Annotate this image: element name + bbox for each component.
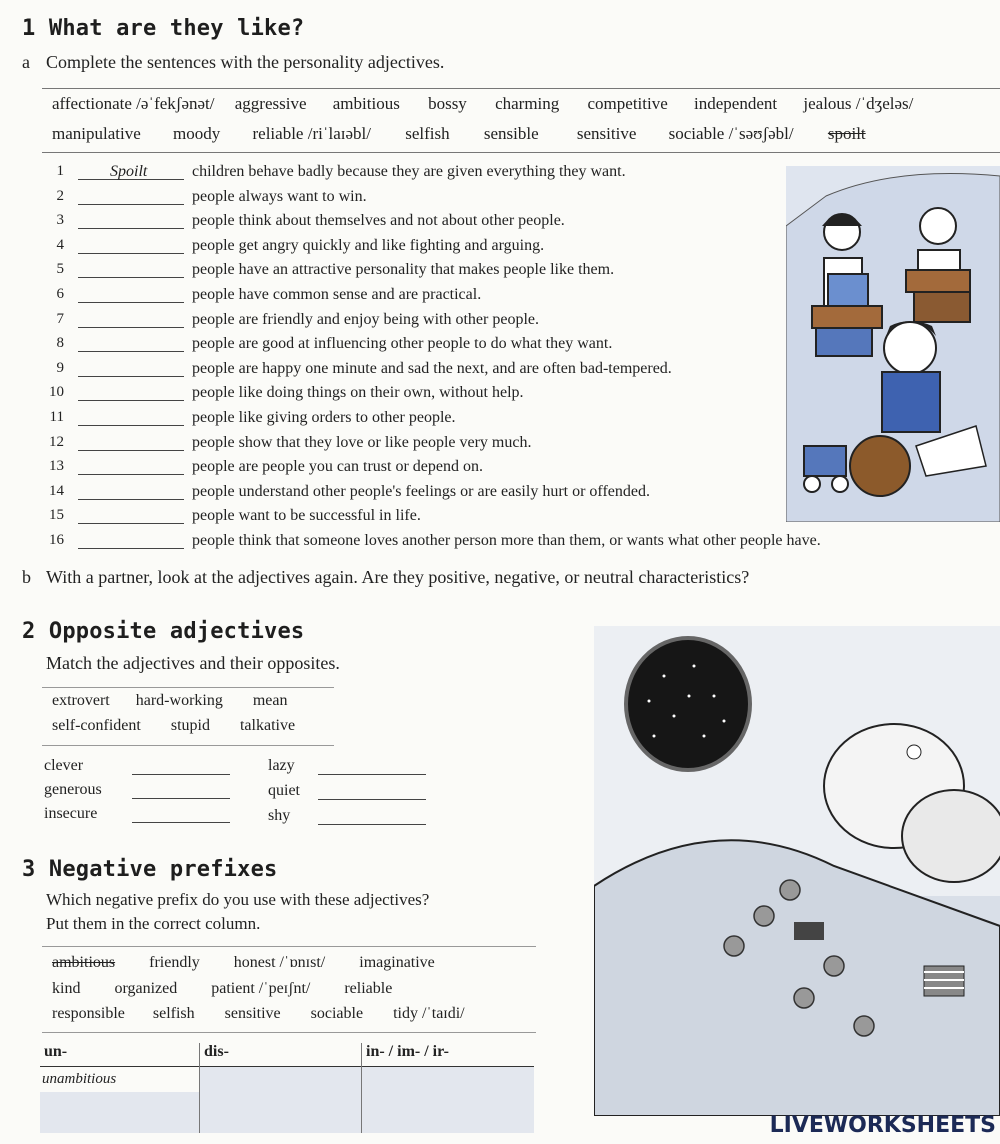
bank-word: selfish [152, 1005, 195, 1022]
answer-blank[interactable] [318, 799, 426, 800]
answer-blank[interactable] [78, 302, 184, 303]
example-answer: Spoilt [110, 163, 148, 180]
bank-word: reliable [344, 980, 393, 997]
sentence-number: 3 [56, 212, 64, 228]
sentence-number: 8 [56, 335, 64, 351]
bank-word: ambitious [332, 94, 400, 113]
bank-word: sociable /ˈsəʊʃəbl/ [668, 124, 794, 143]
word-bank-2-row-1 [52, 692, 288, 710]
answer-blank[interactable] [78, 351, 184, 352]
answer-blank[interactable] [78, 228, 184, 229]
bank1-bottom-rule [42, 152, 1000, 153]
bank-word: bossy [428, 94, 467, 113]
section3-instruction-line1: Which negative prefix do you use with these adjectives? [46, 890, 430, 909]
bank-word: imaginative [359, 954, 435, 971]
sentence-text: people are good at influencing other people to do what they want. [192, 335, 613, 352]
sentence-number: 14 [49, 483, 64, 499]
example-answer: unambitious [42, 1071, 117, 1087]
sentence-text: people like giving orders to other people. [192, 409, 456, 426]
column-header-un: un- [44, 1043, 68, 1060]
answer-blank[interactable] [78, 376, 184, 377]
opposite-word-left: clever [44, 757, 84, 774]
answer-blank[interactable] [78, 474, 184, 475]
opposite-word-right: quiet [268, 782, 300, 799]
answer-blank[interactable] [78, 425, 184, 426]
answer-cell-un[interactable] [40, 1092, 199, 1133]
sentence-number: 6 [56, 286, 64, 302]
sentence-text: people want to be successful in life. [192, 507, 421, 524]
bank-word: patient /ˈpeɪʃnt/ [211, 980, 311, 997]
sentence-text: people think that someone loves another person more than them, or wants what other people have. [192, 532, 821, 549]
bank2-bottom-rule [42, 745, 334, 746]
bank-word: organized [114, 980, 178, 997]
sentence-text: people have common sense and are practical. [192, 286, 482, 303]
word-bank-3-row-1 [52, 954, 435, 972]
answer-blank[interactable] [132, 822, 230, 823]
sentence-text: people have an attractive personality that makes people like them. [192, 261, 615, 278]
bank1-top-rule [42, 88, 1000, 89]
sentence-text: people show that they love or like people very much. [192, 434, 532, 451]
spoilt-children-illustration [786, 166, 1000, 522]
bank-word: jealous /ˈdʒeləs/ [803, 94, 914, 113]
answer-blank[interactable] [132, 774, 230, 775]
sentence-number: 10 [49, 384, 64, 400]
section1-b-instruction: With a partner, look at the adjectives again. Are they positive, negative, or neutral characteristics? [46, 567, 750, 587]
bank-word: charming [495, 94, 560, 113]
sentence-number: 7 [56, 311, 64, 327]
bank-word: stupid [170, 717, 210, 734]
sentence-number: 15 [49, 507, 64, 523]
section1-a-label: a [22, 52, 30, 72]
sentence-text: people think about themselves and not about other people. [192, 212, 565, 229]
bank-word: sensitive [224, 1005, 281, 1022]
answer-blank[interactable] [78, 253, 184, 254]
answer-blank[interactable] [318, 824, 426, 825]
sentence-text: people get angry quickly and like fighting and arguing. [192, 237, 545, 254]
word-bank-2-row-2 [52, 717, 295, 735]
bank-word: sociable [310, 1005, 364, 1022]
bank-word: honest /ˈɒnɪst/ [233, 954, 326, 971]
bank-word: tidy /ˈtaɪdi/ [393, 1005, 465, 1022]
answer-blank[interactable] [78, 523, 184, 524]
bank-word: mean [252, 692, 288, 709]
sentence-text: people are people you can trust or depend on. [192, 458, 484, 475]
bank-word-crossed: spoilt [827, 124, 866, 143]
prefix-table [40, 1043, 534, 1133]
opposite-word-left: insecure [44, 805, 98, 822]
bank-word: manipulative [52, 124, 141, 143]
section2-title: 2 Opposite adjectives [22, 619, 305, 644]
bank-word: independent [694, 94, 778, 113]
bank-word: self-confident [52, 717, 141, 734]
sentence-number: 4 [56, 237, 64, 253]
astronaut-illustration [594, 626, 1000, 1116]
sentence-number: 16 [49, 532, 64, 548]
answer-blank[interactable] [78, 277, 184, 278]
opposite-word-right: lazy [268, 757, 295, 774]
bank-word: talkative [239, 717, 296, 734]
section1-a-instruction: Complete the sentences with the personality adjectives. [46, 52, 445, 72]
sentence-text: people always want to win. [192, 188, 367, 205]
bank3-bottom-rule [42, 1032, 536, 1033]
sentence-number: 5 [56, 261, 64, 277]
sentence-number: 11 [49, 409, 64, 425]
answer-blank[interactable] [78, 204, 184, 205]
sentence-text: people understand other people's feelings or are easily hurt or offended. [192, 483, 650, 500]
bank-word: moody [173, 124, 221, 143]
sentence-number: 12 [49, 434, 64, 450]
answer-blank[interactable] [318, 774, 426, 775]
opposite-word-left: generous [44, 781, 102, 798]
answer-blank[interactable] [132, 798, 230, 799]
bank-word: aggressive [234, 94, 307, 113]
bank-word-crossed: ambitious [52, 954, 116, 971]
bank-word: hard-working [135, 692, 223, 709]
answer-cell-in[interactable] [362, 1067, 534, 1133]
bank2-top-rule [42, 687, 334, 688]
sentence-text: people are friendly and enjoy being with other people. [192, 311, 539, 328]
answer-blank[interactable] [78, 548, 184, 549]
bank-word: friendly [149, 954, 200, 971]
sentence-text: people are happy one minute and sad the next, and are often bad-tempered. [192, 360, 672, 377]
bank3-top-rule [42, 946, 536, 947]
bank-word: affectionate /əˈfekʃənət/ [52, 94, 215, 113]
liveworksheets-logo: LIVEWORKSHEETS [769, 1113, 996, 1138]
bank-word: responsible [52, 1005, 125, 1022]
section1-b-label: b [22, 567, 31, 587]
bank-word: sensitive [576, 124, 637, 143]
bank-word: extrovert [52, 692, 110, 709]
answer-blank[interactable] [78, 400, 184, 401]
section3-title: 3 Negative prefixes [22, 857, 278, 882]
answer-blank[interactable] [78, 499, 184, 500]
answer-cell-dis[interactable] [200, 1067, 361, 1133]
bank-word: kind [52, 980, 81, 997]
opposite-word-right: shy [268, 807, 291, 824]
bank-word: competitive [587, 94, 668, 113]
section2-instruction: Match the adjectives and their opposites. [46, 653, 340, 673]
sentence-number: 1 [56, 163, 64, 179]
word-bank-3-row-2 [52, 980, 392, 998]
sentence-number: 13 [49, 458, 64, 474]
bank-word: reliable /riˈlaɪəbl/ [252, 124, 371, 143]
column-header-in: in- / im- / ir- [366, 1043, 449, 1060]
sentence-number: 2 [56, 188, 64, 204]
word-bank-1-row-2 [52, 124, 866, 144]
column-header-dis: dis- [204, 1043, 229, 1060]
word-bank-3-row-3 [52, 1005, 465, 1023]
sentence-text: people like doing things on their own, without help. [192, 384, 524, 401]
sentence-number: 9 [56, 360, 64, 376]
sentence-text: children behave badly because they are given everything they want. [192, 163, 626, 180]
word-bank-1-row-1 [52, 94, 913, 114]
answer-blank[interactable] [78, 327, 184, 328]
bank-word: selfish [405, 124, 450, 143]
section3-instruction-line2: Put them in the correct column. [46, 914, 261, 933]
bank-word: sensible [483, 124, 539, 143]
section1-title: 1 What are they like? [22, 16, 305, 41]
answer-blank[interactable] [78, 450, 184, 451]
